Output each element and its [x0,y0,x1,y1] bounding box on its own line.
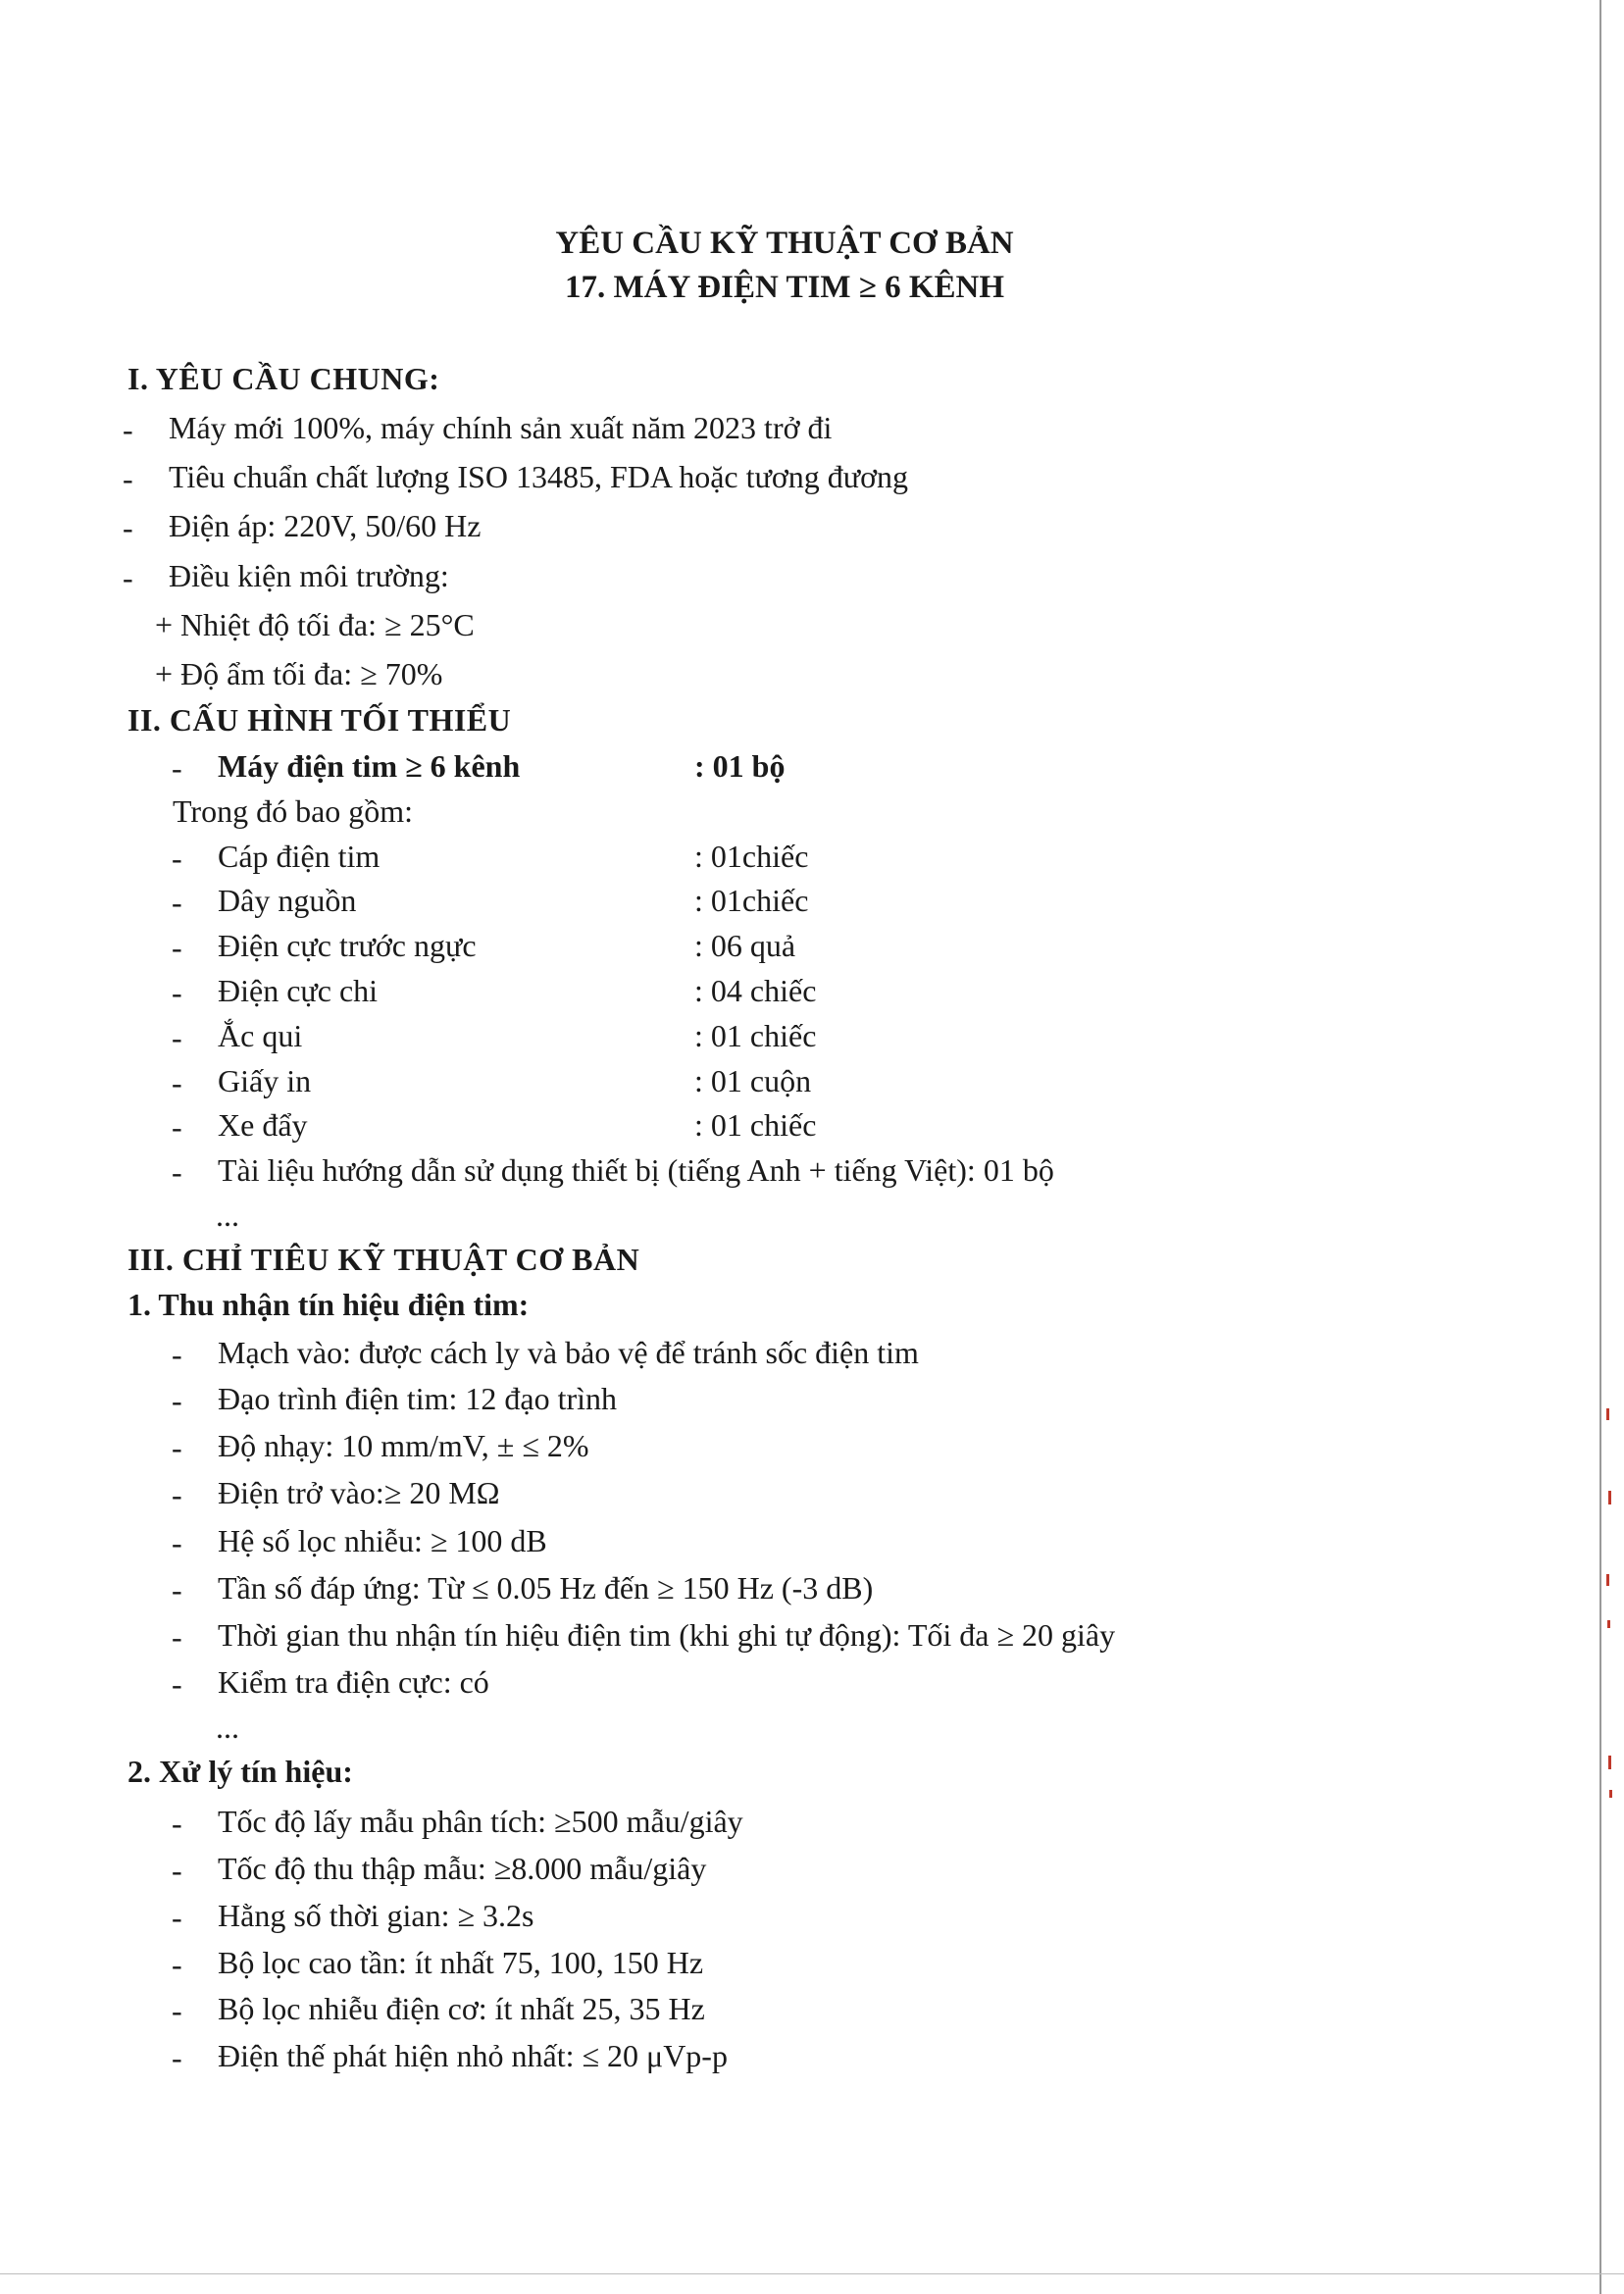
manual-item: Tài liệu hướng dẫn sử dụng thiết bị (tiếng Anh + tiếng Việt): 01 bộ [218,1152,1054,1188]
spec-item: Điện trở vào:≥ 20 MΩ [218,1475,500,1510]
list-dash: - [123,461,133,496]
spec-item: Độ nhạy: 10 mm/mV, ± ≤ 2% [218,1428,589,1463]
config-main-label: Máy điện tim ≥ 6 kênh [218,748,521,784]
list-dash: - [172,1154,182,1190]
document-subtitle: 17. MÁY ĐIỆN TIM ≥ 6 KÊNH [564,270,1005,305]
list-dash: - [172,750,182,786]
list-dash: - [172,930,182,965]
spec-item: Tốc độ thu thập mẫu: ≥8.000 mẫu/giây [218,1851,707,1886]
scan-edge-line [1599,0,1601,2294]
spec-item: Bộ lọc cao tần: ít nhất 75, 100, 150 Hz [218,1945,704,1980]
list-sub-item: + Nhiệt độ tối đa: ≥ 25°C [155,607,475,642]
spec-item: Hằng số thời gian: ≥ 3.2s [218,1898,534,1933]
list-dash: - [172,1666,182,1702]
config-item-label: Cáp điện tim [218,839,381,874]
config-item-value: : 01chiếc [694,883,809,918]
list-dash: - [172,1947,182,1982]
list-dash: - [172,1477,182,1512]
list-dash: - [172,1853,182,1888]
list-item: Điện áp: 220V, 50/60 Hz [169,508,482,543]
list-dash: - [172,1337,182,1372]
margin-mark [1608,1491,1611,1504]
list-dash: - [172,1065,182,1100]
margin-mark [1609,1790,1612,1798]
config-item-label: Dây nguồn [218,883,357,918]
list-dash: - [172,1109,182,1145]
spec-item: Mạch vào: được cách ly và bảo vệ để tránh sốc điện tim [218,1335,919,1370]
spec-item: Kiểm tra điện cực: có [218,1664,489,1700]
list-item: Điều kiện môi trường: [169,558,449,593]
config-item-value: : 01 chiếc [694,1107,817,1143]
spec-item: Bộ lọc nhiễu điện cơ: ít nhất 25, 35 Hz [218,1991,705,2026]
config-item-value: : 04 chiếc [694,973,817,1008]
list-dash: - [172,1383,182,1418]
list-dash: - [123,510,133,545]
config-item-value: : 01 cuộn [694,1063,812,1098]
spec-item: Hệ số lọc nhiễu: ≥ 100 dB [218,1523,547,1558]
section-2-heading: II. CẤU HÌNH TỐI THIỂU [127,702,512,738]
margin-mark [1608,1756,1611,1769]
config-item-label: Ắc qui [218,1018,303,1053]
config-item-value: : 06 quả [694,928,796,963]
list-dash: - [172,1806,182,1841]
list-dash: - [123,412,133,447]
spec-item: Đạo trình điện tim: 12 đạo trình [218,1381,618,1416]
list-dash: - [123,560,133,595]
list-item: Tiêu chuẩn chất lượng ISO 13485, FDA hoặc tương đương [169,459,909,494]
section-1-heading: I. YÊU CẦU CHUNG: [127,361,440,396]
list-dash: - [172,1900,182,1935]
config-item-label: Điện cực chi [218,973,379,1008]
list-dash: - [172,2040,182,2075]
margin-mark [1607,1620,1610,1628]
ellipsis: ... [216,1198,239,1233]
list-dash: - [172,841,182,876]
list-dash: - [172,1572,182,1607]
list-dash: - [172,1619,182,1655]
list-dash: - [172,1430,182,1465]
list-dash: - [172,1525,182,1560]
subsection-1-heading: 1. Thu nhận tín hiệu điện tim: [127,1287,530,1322]
config-main-value: : 01 bộ [694,748,786,784]
list-dash: - [172,885,182,920]
spec-item: Tần số đáp ứng: Từ ≤ 0.05 Hz đến ≥ 150 Hz (-3 dB) [218,1570,874,1606]
includes-label: Trong đó bao gồm: [173,793,414,829]
margin-mark [1606,1408,1609,1420]
ellipsis: ... [216,1709,239,1745]
subsection-2-heading: 2. Xử lý tín hiệu: [127,1754,353,1789]
config-item-label: Xe đẩy [218,1107,308,1143]
config-item-value: : 01 chiếc [694,1018,817,1053]
scan-bottom-line [0,2273,1624,2274]
section-3-heading: III. CHỈ TIÊU KỸ THUẬT CƠ BẢN [127,1242,640,1277]
config-item-value: : 01chiếc [694,839,809,874]
config-item-label: Giấy in [218,1063,312,1098]
document-title: YÊU CẦU KỸ THUẬT CƠ BẢN [555,226,1014,261]
list-dash: - [172,1993,182,2028]
margin-mark [1606,1574,1609,1586]
spec-item: Điện thế phát hiện nhỏ nhất: ≤ 20 μVp-p [218,2038,728,2073]
spec-item: Thời gian thu nhận tín hiệu điện tim (khi ghi tự động): Tối đa ≥ 20 giây [218,1617,1116,1653]
list-item: Máy mới 100%, máy chính sản xuất năm 2023 trở đi [169,410,833,445]
spec-item: Tốc độ lấy mẫu phân tích: ≥500 mẫu/giây [218,1804,743,1839]
list-dash: - [172,1020,182,1055]
list-sub-item: + Độ ẩm tối đa: ≥ 70% [155,656,443,691]
config-item-label: Điện cực trước ngực [218,928,477,963]
list-dash: - [172,975,182,1010]
